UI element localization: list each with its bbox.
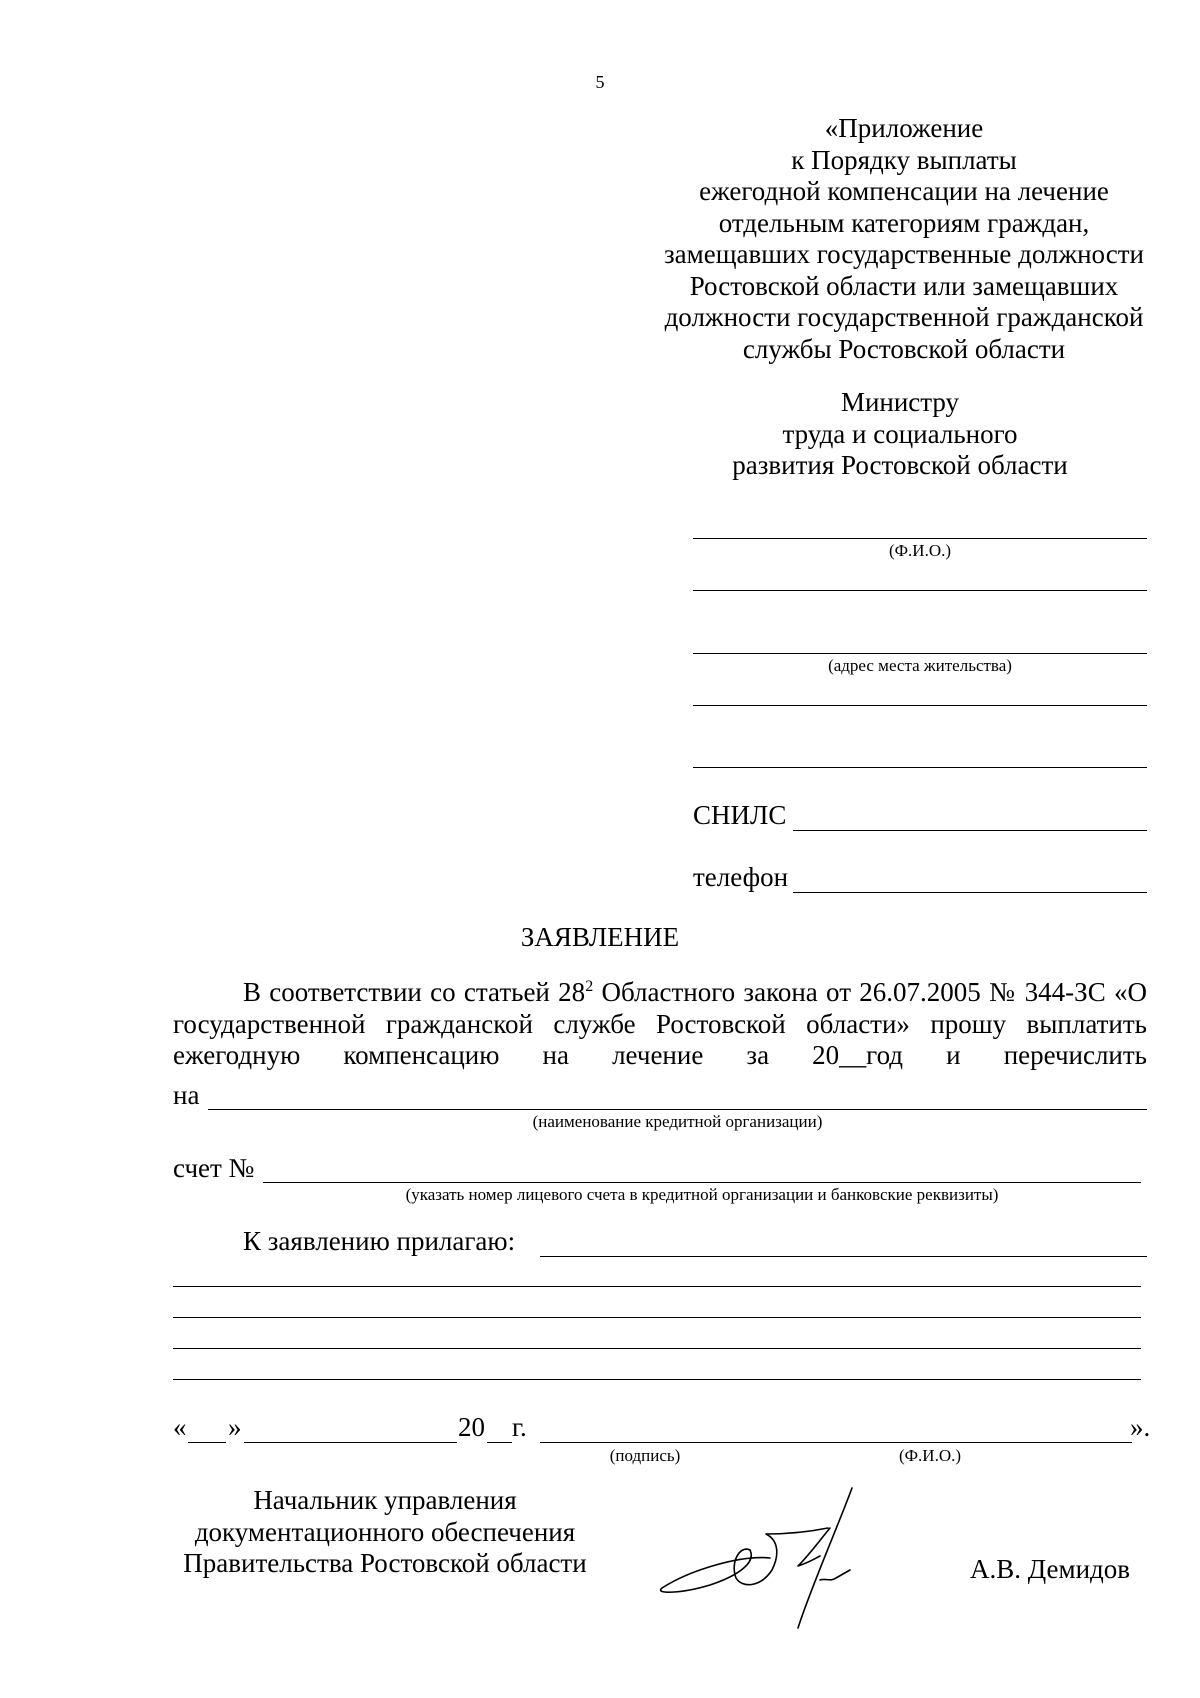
attach-line-4[interactable] xyxy=(173,1348,1141,1349)
addressee-line: Министру xyxy=(840,387,960,417)
signer-position-line: Начальник управления xyxy=(253,1485,517,1515)
account-field-line[interactable] xyxy=(263,1182,1141,1183)
appendix-line: к Порядку выплаты xyxy=(791,144,1017,175)
bank-field-line[interactable] xyxy=(208,1109,1147,1110)
year-field-line[interactable] xyxy=(487,1442,512,1443)
signer-name: А.В. Демидов xyxy=(970,1554,1131,1584)
phone-label: телефон xyxy=(693,862,789,892)
account-label: счет № xyxy=(173,1153,255,1183)
date-close-quote: » xyxy=(228,1412,242,1442)
article-superscript: 2 xyxy=(585,978,594,995)
account-hint: (указать номер лицевого счета в кредитной организации и банковские реквизиты) xyxy=(405,1185,999,1204)
signer-position xyxy=(170,1485,600,1580)
snils-label: СНИЛС xyxy=(693,800,787,830)
appendix-line: «Приложение xyxy=(824,113,984,143)
date-open-quote: « xyxy=(173,1412,187,1442)
attach-label: К заявлению прилагаю: xyxy=(243,1226,516,1256)
appendix-line: отдельным категориям граждан, xyxy=(718,207,1090,238)
addressee-block xyxy=(640,387,1160,482)
attach-line-5[interactable] xyxy=(173,1379,1141,1380)
address-field-line-3[interactable] xyxy=(693,767,1147,768)
phone-field-line[interactable] xyxy=(793,892,1147,893)
statement-body xyxy=(173,977,1147,1072)
year-prefix: 20 xyxy=(458,1412,485,1442)
attach-line-2[interactable] xyxy=(173,1286,1141,1287)
appendix-header xyxy=(604,113,1200,365)
month-field-line[interactable] xyxy=(244,1442,457,1443)
fio-field-line-2[interactable] xyxy=(693,590,1147,591)
page-number: 5 xyxy=(595,72,605,92)
appendix-line: службы Ростовской области xyxy=(742,333,1066,364)
statement-text-start: В соответствии со статьей 28 xyxy=(243,977,586,1007)
appendix-line: замещавших государственные должности xyxy=(664,239,1144,269)
day-field-line[interactable] xyxy=(188,1442,226,1443)
attach-field-line[interactable] xyxy=(540,1256,1147,1257)
date-line-end: ». xyxy=(1130,1412,1151,1442)
signer-fio-hint: (Ф.И.О.) xyxy=(898,1446,962,1465)
appendix-line: Ростовской области или замещавших xyxy=(689,270,1119,301)
addressee-line: развития Ростовской области xyxy=(732,450,1068,480)
fio-field-line[interactable] xyxy=(693,538,1147,539)
bank-hint: (наименование кредитной организации) xyxy=(532,1112,823,1131)
fio-hint: (Ф.И.О.) xyxy=(888,541,952,560)
addressee-line: труда и социального xyxy=(782,418,1018,449)
handwritten-signature xyxy=(650,1470,950,1640)
attach-line-3[interactable] xyxy=(173,1317,1141,1318)
address-field-line[interactable] xyxy=(693,653,1147,654)
year-suffix: г. xyxy=(512,1412,527,1442)
to-label: на xyxy=(173,1080,200,1110)
document-title: ЗАЯВЛЕНИЕ xyxy=(520,922,680,952)
appendix-line: должности государственной гражданской xyxy=(664,302,1144,332)
signature-hint: (подпись) xyxy=(609,1446,681,1465)
statement-text-rest: Областного закона от 26.07.2005 № 344-ЗС «О государственной гражданской службе Ростовской области» прошу выплатить ежегодную компенсацию на лечение за 20__год и перечислить xyxy=(173,977,1148,1070)
signature-field-line[interactable] xyxy=(540,1442,1132,1443)
address-hint: (адрес места жительства) xyxy=(828,656,1012,675)
signer-position-line: документационного обеспечения xyxy=(194,1516,576,1547)
signer-position-line: Правительства Ростовской области xyxy=(183,1548,587,1578)
snils-field-line[interactable] xyxy=(793,830,1147,831)
appendix-line: ежегодной компенсации на лечение xyxy=(699,176,1109,206)
address-field-line-2[interactable] xyxy=(693,705,1147,706)
